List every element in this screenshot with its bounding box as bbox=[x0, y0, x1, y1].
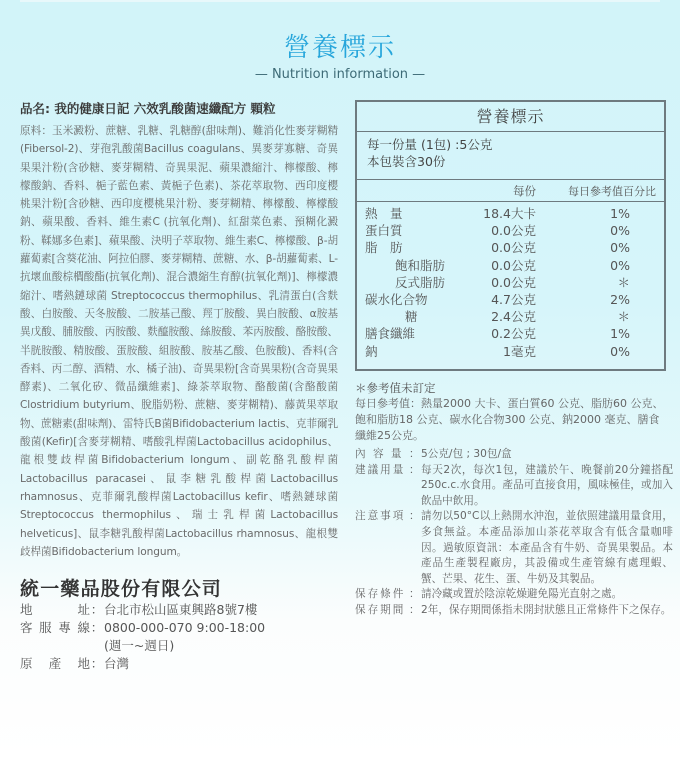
product-info bbox=[20, 100, 338, 561]
nutrition-facts-table bbox=[355, 100, 666, 371]
nutrition-rows bbox=[357, 202, 664, 360]
product-name: 品名: 我的健康日記 六效乳酸菌速纖配方 顆粒 bbox=[20, 101, 276, 116]
daily-reference-note: 每日參考值：熱量2000 大卡、蛋白質60 公克、脂肪60 公克、飽和脂肪18 公克、碳水化合物300 公克、鈉2000 毫克、膳食纖維25公克。 bbox=[355, 397, 664, 442]
nutrition-row-fiber: 膳食纖維 0.2公克 1% bbox=[365, 326, 630, 342]
nutrition-row-sodium: 鈉 1毫克 0% bbox=[365, 343, 630, 359]
star-note: ＊參考值未訂定 bbox=[355, 381, 436, 395]
reference-notes bbox=[355, 380, 670, 444]
product-specs bbox=[355, 447, 673, 619]
hotline-row: 客服專線 ： 0800-000-070 9:00-18:00 bbox=[20, 619, 340, 637]
address-value: 台北市松山區東興路8號7樓 bbox=[104, 602, 258, 617]
spec-row-caution: 注意事項 ： 請勿以50°C以上熱開水沖泡，並依照建議用量食用，多食無益。本產品添加山茶花萃取含有低含量咖啡因。過敏原資訊：本產品含有牛奶、奇異果製品。本產品生產製程廠房，其設備或生產管線有處理蝦、蟹、芒果、花生、蛋、牛奶及其製品。 bbox=[355, 510, 673, 585]
nutrition-row-fat: 脂 肪 0.0公克 0% bbox=[365, 240, 630, 256]
company-name: 統一藥品股份有限公司 bbox=[20, 578, 223, 600]
origin-label: 原產地 bbox=[20, 656, 90, 671]
nutrition-row-trans-fat: 反式脂肪 0.0公克 ＊ bbox=[395, 274, 630, 290]
nutrition-table-title: 營養標示 bbox=[357, 102, 664, 132]
origin-row: 原產地 ： 台灣 bbox=[20, 655, 340, 673]
address-row: 地址 ： 台北市松山區東興路8號7樓 bbox=[20, 601, 340, 619]
serving-info bbox=[357, 132, 664, 180]
servings-per-pack: 本包裝含30份 bbox=[367, 154, 446, 169]
spec-row-content: 內 容 量 ： 5公克/包 ; 30包/盒 bbox=[355, 448, 512, 460]
col-per-serving: 每份 bbox=[513, 184, 536, 198]
ingredients-text: 原料：玉米澱粉、蔗糖、乳糖、乳糖醇(甜味劑)、難消化性麥芽糊精(Fibersol-2)、芽孢乳酸菌Bacillus coagulans、異麥芽寡糖、奇異果果汁粉(含砂糖、麥芽糊精、奇異果泥、蘋果濃縮汁、檸檬酸、檸檬酸鈉、香料、梔子藍色素、黃梔子色素)、茶花萃取物、西印度櫻桃果汁粉[含砂糖、西印度櫻桃果汁粉、麥芽糊精、檸檬酸、檸檬酸鈉、蘋果酸、香料、維生素C (抗氧化劑)、紅甜菜色素、預糊化澱粉、鞣娜多色素]、蘋果酸、決明子萃取物、維生素C、檸檬酸、β-胡蘿蔔素[含葵花油、阿拉伯膠、麥芽糊精、蔗糖、水、β-胡蘿蔔素、L-抗壞血酸棕櫚酸酯(抗氧化劑)、混合濃縮生育醇(抗氧化劑)]、檸檬濃縮汁、嗜熱鏈球菌 Streptococcus thermophilus、乳清蛋白(含麩酸、白胺酸、天冬胺酸、二胺基己酸、羥丁胺酸、異白胺酸、α胺基異戊酸、脯胺酸、丙胺酸、麩醯胺酸、絲胺酸、苯丙胺酸、酪胺酸、半胱胺酸、精胺酸、蛋胺酸、組胺酸、胺基乙酸、色胺酸)、香料(含香料、丙二醇、酒精、水、橘子油)、奇異果粉[含奇異果粉(含奇異果酵素)、二氧化矽、微晶纖維素]、綠茶萃取物、酪酸菌(含酪酸菌 Clostridium butyrium、脫脂奶粉、蔗糖、麥芽糊精)、藤黃果萃取物、蔗糖素(甜味劑)、雷特氏B菌Bifidobacterium lactis、克菲爾乳酸菌(Kefir)[含麥芽糊精、嗜酸乳桿菌Lactobacillus acidophilus、龍根雙歧桿菌Bifidobacterium longum、副乾酪乳酸桿菌 Lactobacillus paracasei、鼠李糖乳酸桿菌Lactobacillus rhamnosus、克菲爾乳酸桿菌Lactobacillus kefir、嗜熱鏈球菌 Streptococcus thermophilus、瑞士乳桿菌Lactobacillus helveticus]、鼠李糖乳酸桿菌Lactobacillus rhamnosus、龍根雙歧桿菌Bifidobacterium longum。 bbox=[20, 125, 338, 558]
hotline-hours-row bbox=[20, 637, 340, 655]
nutrition-row-protein: 蛋白質 0.0公克 0% bbox=[365, 223, 630, 239]
company-info bbox=[20, 577, 340, 673]
page-title: 營養標示 bbox=[283, 33, 396, 63]
address-label: 地址 bbox=[20, 602, 90, 617]
serving-size: 每一份量 (1包) :5公克 bbox=[367, 137, 493, 152]
nutrition-row-sugar: 糖 2.4公克 ＊ bbox=[405, 309, 630, 325]
nutrition-row-saturated-fat: 飽和脂肪 0.0公克 0% bbox=[395, 257, 630, 273]
spec-row-shelf-life: 保存期間 ： 2年，保存期間係指未開封狀態且正常條件下之保存。 bbox=[355, 603, 672, 616]
origin-value: 台灣 bbox=[104, 656, 130, 671]
spec-row-storage: 保存條件 ： 請冷藏或置於陰涼乾燥避免陽光直射之處。 bbox=[355, 588, 623, 601]
col-daily-pct: 每日參考值百分比 bbox=[568, 185, 656, 198]
nutrition-row-calories: 熱 量 18.4大卡 1% bbox=[365, 206, 630, 221]
nutrition-column-headers bbox=[357, 180, 664, 202]
spec-row-usage: 建議用量 ： 每天2次，每次1包，建議於午、晚餐前20分鐘搭配250c.c.水食用。產品可直接食用，風味極佳，或加入飲品中飲用。 bbox=[355, 463, 673, 507]
nutrition-row-carbohydrate: 碳水化合物 4.7公克 2% bbox=[365, 291, 630, 307]
page-header bbox=[0, 32, 680, 84]
page-subtitle: — Nutrition information — bbox=[254, 67, 426, 82]
top-divider bbox=[20, 0, 660, 2]
hotline-value: 0800-000-070 9:00-18:00 bbox=[104, 620, 266, 635]
hotline-days: (週一~週日) bbox=[104, 638, 175, 653]
hotline-label: 客服專線 bbox=[20, 620, 90, 635]
